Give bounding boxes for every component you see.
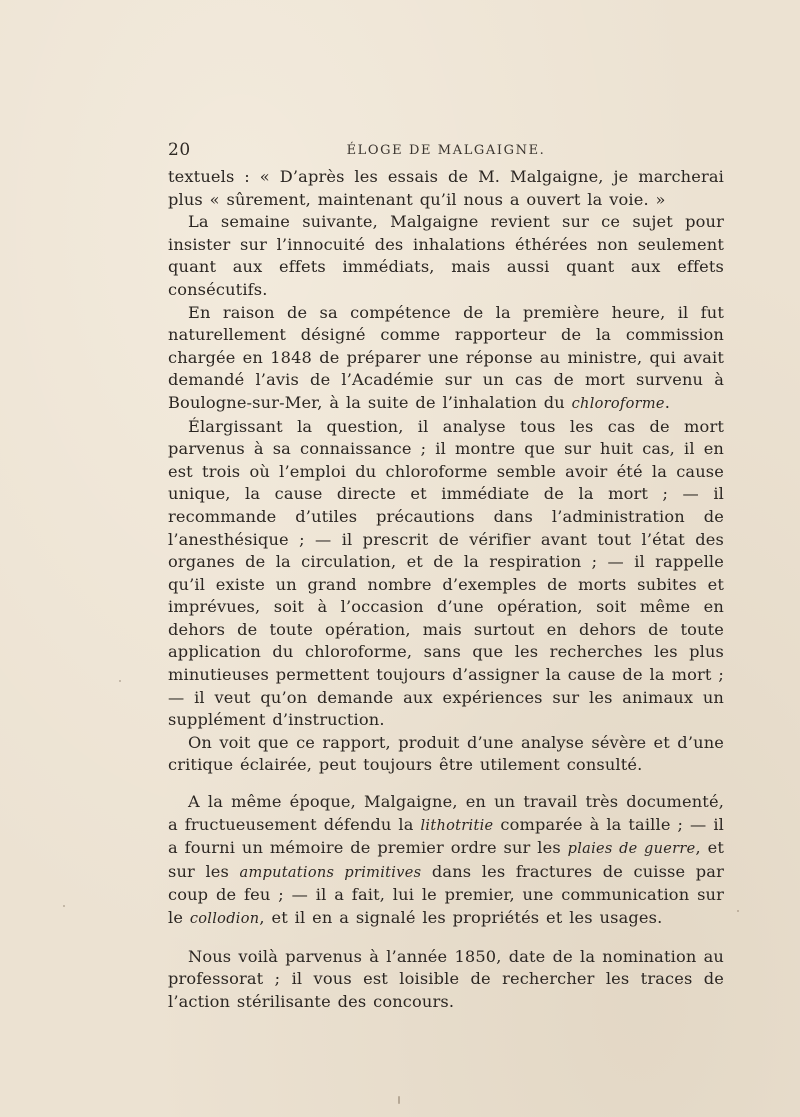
text-run: . bbox=[664, 392, 671, 412]
text-run: On voit que ce rapport, produit d’une analyse sévère et d’une critique éclairée, peut toujours être utilement consulté. bbox=[168, 732, 724, 775]
italic-term: lithotritie bbox=[420, 817, 494, 834]
body-text bbox=[168, 166, 724, 1013]
running-header bbox=[168, 140, 724, 164]
paper-speck bbox=[737, 910, 739, 912]
paragraph bbox=[168, 732, 724, 777]
paper-speck bbox=[63, 905, 65, 907]
italic-term: plaies de guerre bbox=[567, 841, 696, 858]
text-run: , et sur les bbox=[168, 838, 724, 881]
text-run: En raison de sa compétence de la première heure, il fut naturellement désigné comme rapporteur de la commission chargée en 1848 de préparer une réponse au ministre, qui avait demandé l’avis de l’Académie sur un cas de mort survenu à Boulogne-sur-Mer, à la suite de l’inhalation du bbox=[168, 302, 724, 412]
italic-term: amputations primitives bbox=[239, 864, 422, 881]
text-run: dans les fractures de cuisse par coup de feu ; — il a fait, lui le premier, une communication sur le bbox=[168, 861, 724, 927]
italic-term: collodion bbox=[189, 911, 260, 927]
paper-speck bbox=[398, 1096, 400, 1104]
paragraph bbox=[168, 302, 724, 416]
text-run: A la même époque, Malgaigne, en un travail très documenté, a fructueusement défendu la bbox=[168, 792, 724, 834]
page-number: 20 bbox=[168, 140, 191, 160]
paragraph bbox=[168, 791, 724, 931]
paragraph bbox=[168, 211, 724, 301]
text-run: textuels : « D’après les essais de M. Malgaigne, je marcherai plus « sûrement, maintenant qu’il nous a ouvert la voie. » bbox=[168, 167, 724, 209]
text-run: Nous voilà parvenus à l’année 1850, date de la nomination au professorat ; il vous est loisible de rechercher les traces de l’action stérilisante des concours. bbox=[168, 946, 724, 1011]
text-run: , et il en a signalé les propriétés et les usages. bbox=[259, 908, 663, 927]
paragraph bbox=[168, 416, 724, 732]
running-title: ÉLOGE DE MALGAIGNE. bbox=[346, 143, 546, 158]
text-run: comparée à la taille ; — il a fourni un mémoire de premier ordre sur les bbox=[168, 814, 724, 858]
paragraph bbox=[168, 946, 724, 1014]
text-run: Élargissant la question, il analyse tous les cas de mort parvenus à sa connaissance ; il montre que sur huit cas, il en est trois où l’emploi du chloroforme semble avoir été la cause unique, la cause directe et immédiate de la mort ; — il recommande d’utiles précautions dans l’administration de l’anesthésique ; — il prescrit de vérifier avant tout l’état des organes de la circulation, et de la respiration ; — il rappelle qu’il existe un grand nombre d’exemples de morts subites et imprévues, soit à l’occasion d’une opération, soit même en dehors de toute opération, mais surtout en dehors de toute application du chloroforme, sans que les recherches les plus minutieuses permettent toujours d’assigner la cause de la mort ; — il veut qu’on demande aux expériences sur les animaux un supplément d’instruction. bbox=[168, 416, 724, 730]
italic-term: chloroforme bbox=[571, 395, 665, 412]
paragraph bbox=[168, 166, 724, 211]
text-run: La semaine suivante, Malgaigne revient sur ce sujet pour insister sur l’innocuité des inhalations éthérées non seulement quant aux effets immédiats, mais aussi quant aux effets consécutifs. bbox=[168, 212, 724, 299]
paper-speck bbox=[119, 680, 121, 682]
